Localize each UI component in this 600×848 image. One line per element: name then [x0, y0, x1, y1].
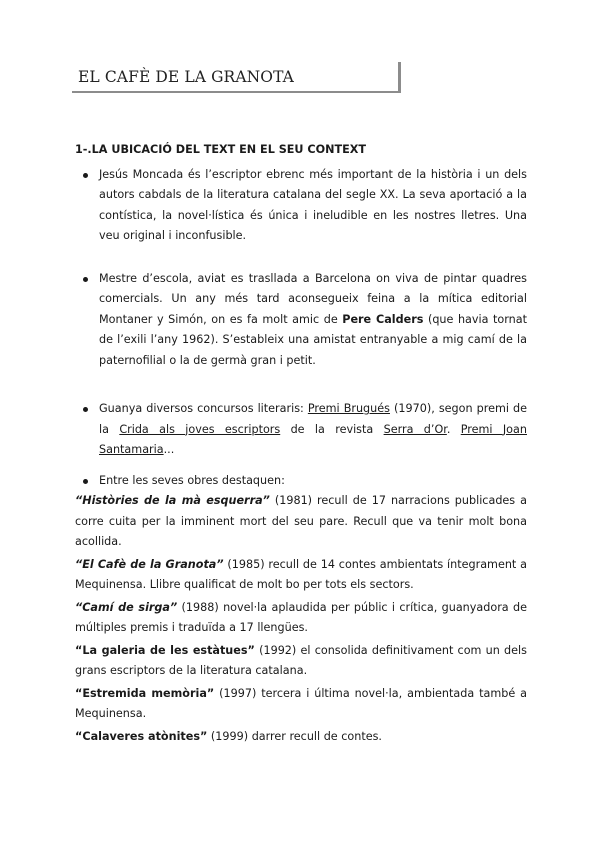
work-description: (1999) darrer recull de contes.: [207, 729, 382, 743]
page-header: [72, 62, 400, 92]
work-title: “El Cafè de la Granota”: [75, 557, 224, 571]
section-heading: 1-.LA UBICACIÓ DEL TEXT EN EL SEU CONTEXT: [75, 143, 367, 156]
bullet-icon: [83, 479, 88, 484]
bullet-text: Jesús Moncada és l’escriptor ebrenc més important de la història i un dels autors cabdals de la literatura catalana del segle XX. La seva aportació a la contística, la novel·lística és única i ineludible en les nostres lletres. Una veu original i inconfusible.: [99, 167, 527, 242]
document-title: EL CAFÈ DE LA GRANOTA: [78, 68, 294, 86]
bullet-text: Entre les seves obres destaquen:: [99, 473, 285, 487]
bullet-text: Guanya diversos concursos literaris:: [99, 402, 308, 415]
work-description: (1997) tercera i última novel·la, ambientada també a Mequinensa.: [75, 686, 527, 720]
link-serra-dor[interactable]: Serra d’Or: [383, 422, 447, 436]
bullet-text: Mestre d’escola, aviat es trasllada a Barcelona on viva de pintar quadres comercials. Un any més tard aconsegueix feina a la mítica editorial Montaner y Simón, on es fa molt amic de: [99, 271, 527, 326]
work-description: (1988) novel·la aplaudida per públic i crítica, guanyadora de múltiples premis i traduïda a 17 llengües.: [75, 600, 527, 634]
work-title: “Camí de sirga”: [75, 600, 178, 614]
work-description: (1992) el consolida definitivament com un dels grans escriptors de la literatura catalana.: [75, 643, 527, 677]
work-entry: [75, 684, 527, 725]
works-list: [75, 491, 527, 747]
work-entry: [75, 598, 527, 639]
work-title: “Històries de la mà esquerra”: [75, 494, 270, 507]
header-rule: [72, 91, 400, 93]
list-item: [75, 399, 527, 461]
document-body: [75, 140, 527, 749]
bullet-text: de la revista: [280, 422, 384, 436]
bullet-icon: [83, 277, 88, 282]
bullet-list: [75, 165, 527, 492]
link-crida-joves-escriptors[interactable]: Crida als joves escriptors: [119, 422, 281, 436]
bullet-icon: [83, 407, 88, 412]
list-item: [75, 471, 527, 492]
work-title: “Calaveres atònites”: [75, 729, 208, 743]
link-premi-joan-santamaria[interactable]: Premi Joan Santamaria: [99, 422, 527, 456]
author-name: Pere Calders: [342, 312, 424, 326]
list-item: [75, 269, 527, 372]
bullet-text: ...: [163, 443, 175, 456]
bullet-icon: [83, 173, 88, 178]
work-description: (1985) recull de 14 contes ambientats íntegrament a Mequinensa. Llibre qualificat de molt bo per tots els sectors.: [75, 557, 527, 591]
bullet-text: .: [446, 422, 461, 436]
work-entry: [75, 641, 527, 682]
work-title: “Estremida memòria”: [75, 686, 215, 700]
work-entry: [75, 555, 527, 596]
link-premi-brugues[interactable]: Premi Brugués: [307, 402, 390, 415]
work-entry: [75, 491, 527, 553]
work-title: “La galeria de les estàtues”: [75, 643, 255, 657]
header-vertical-bar: [398, 62, 401, 93]
bullet-text: (que havia tornat de l’exili l’any 1962). S’estableix una amistat entranyable a mig camí de la paternofilial o la de germà gran i petit.: [99, 312, 527, 367]
work-entry: [75, 727, 527, 748]
bullet-text: (1970), segon premi de la: [99, 402, 527, 436]
work-description: (1981) recull de 17 narracions publicades a corre cuita per la imminent mort del seu pare. Recull que va tenir molt bona acollida.: [75, 494, 527, 548]
list-item: [75, 165, 527, 247]
